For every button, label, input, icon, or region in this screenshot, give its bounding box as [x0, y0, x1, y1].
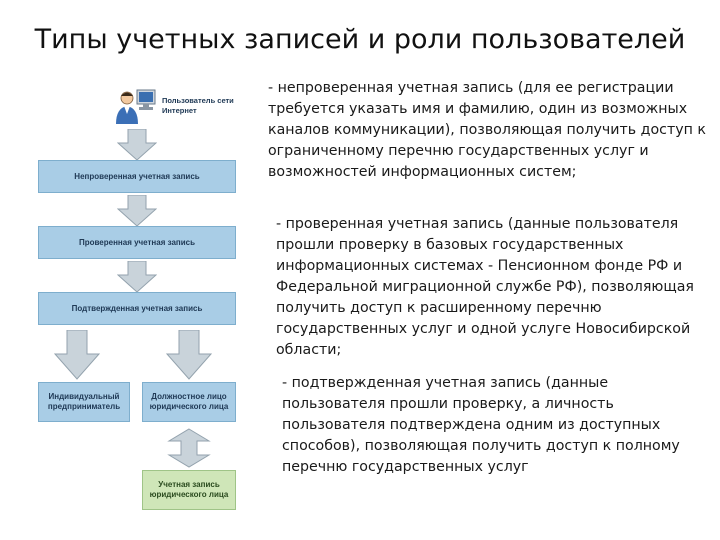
- box-individual-line1: Индивидуальный: [48, 392, 120, 401]
- paragraph-unverified: - непроверенная учетная запись (для ее регистрации требуется указать имя и фамилию, один из возможных каналов коммуникации), позволяющая получить доступ к ограниченному перечню государственных услуг и возможностей информационных систем;: [268, 80, 706, 180]
- box-unverified-account: Непроверенная учетная запись: [38, 160, 236, 193]
- down-arrow-right: [166, 330, 212, 380]
- user-label: [162, 96, 234, 116]
- box-legal-entity-official: [142, 382, 236, 422]
- paragraph-verified: - проверенная учетная запись (данные пользователя прошли проверку в базовых государственных информационных системах - Пенсионном фонде РФ и Федеральной миграционной службе РФ), позволяющая получить доступ к расширенному перечню государственных услуг и одной услуге Новосибирской области;: [276, 216, 694, 358]
- down-arrow-left: [54, 330, 100, 380]
- down-arrow-3: [117, 261, 157, 293]
- box-individual-entrepreneur: [38, 382, 130, 422]
- user-computer-icon: [113, 88, 159, 128]
- paragraph-confirmed: - подтвержденная учетная запись (данные пользователя прошли проверку, а личность пользователя подтверждена одним из доступных способов), позволяющая получить доступ к полному перечню государственных услуг: [282, 375, 680, 475]
- box-legal-line2: юридического лица: [149, 490, 229, 499]
- box-confirmed-account: Подтвержденная учетная запись: [38, 292, 236, 325]
- box-legal-line1: Учетная запись: [158, 480, 220, 489]
- user-label-line1: Пользователь сети: [162, 96, 234, 105]
- box-official-line1: Должностное лицо: [151, 392, 227, 401]
- down-arrow-1: [117, 129, 157, 161]
- double-arrow: [166, 428, 212, 468]
- user-label-line2: Интернет: [162, 105, 197, 115]
- box-verified-account: Проверенная учетная запись: [38, 226, 236, 259]
- box-legal-entity-account: [142, 470, 236, 510]
- box-official-line2: юридического лица: [149, 402, 229, 411]
- box-individual-line2: предприниматель: [47, 402, 121, 411]
- page-title: Типы учетных записей и роли пользователей: [34, 24, 686, 55]
- down-arrow-2: [117, 195, 157, 227]
